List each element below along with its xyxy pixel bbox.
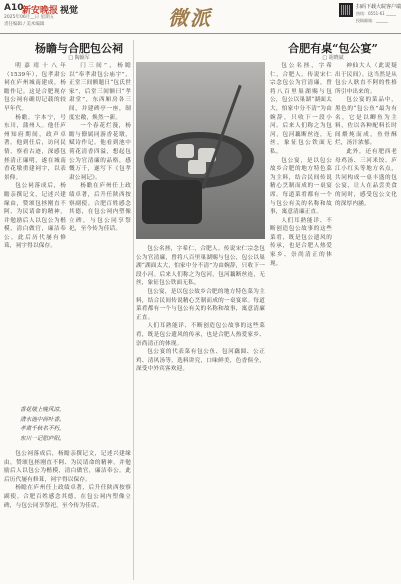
editors-line: 责任编辑 / 美术编辑 bbox=[4, 22, 45, 27]
page-header bbox=[0, 0, 401, 36]
qr-caption: 扫码下载大皖客户端 bbox=[356, 4, 401, 10]
paragraph: 包公祠落成后，杨瞻亲撰记文，记述兴建缘由，赞颂包拯刚直不阿、为民请命的精神，并勉励后人以包公为楷模，清白做官，廉洁奉公。此后历代屡有修葺，祠宇得以保存。 bbox=[4, 183, 66, 250]
poem-block bbox=[20, 406, 130, 444]
food-photo bbox=[136, 62, 265, 239]
paragraph: 杨瞻在庐州任上政绩卓著，后升任陕西按察副使。合肥百姓感念其德，在包公祠内塑像立碑，与包公同享祭祀，至今传为佳话。 bbox=[69, 183, 131, 233]
paragraph: 人们耳熟能详、不断创造包公故事的这些菜肴，既是包公遗风的传承，也是合肥人热爱家乡、崇尚清正的体现。 bbox=[136, 323, 265, 347]
poem-line: 清水池中荷叶香。 bbox=[20, 416, 65, 423]
right-article-column-2 bbox=[270, 62, 332, 580]
pastry-shape bbox=[188, 160, 206, 174]
right-article-author: □ 胡晓斌 bbox=[322, 55, 344, 61]
paragraph: 神仙大人（此说疑出于民间）。这当然是从包公人耿直不阿的性格所引申出来的。 bbox=[335, 63, 397, 95]
section-name: 视觉 bbox=[60, 6, 79, 16]
paragraph: 门三间”，杨瞻以“奉孝肃包公庙宇”，正堂三间额题日“包氏世家”，后堂三间额曰“孝肃堂”，东西厢房各三间，并建碑亭一座，制度宏敞，焕然一新。 bbox=[69, 63, 131, 121]
paragraph: 杨瞻，字本宁，号东川，蒲州人。他任庐州知府期间，政声卓著。他到任后，访问民情，察看古迹，深感包拯清正廉明，遂在城南香花墩重建祠宇，以表景仰。 bbox=[4, 114, 66, 181]
paragraph: 包公名拯，字希仁，合肥人。传说宋仁宗念包公为官清廉，曾将八百里巢湖赐与包公，包公以巢湖“湖面太大，怕家中分不清”为由婉辞，只收下一段小河。后来人们称之为包河，包河藕断丝连，无丝，象征包公铁面无私。 bbox=[136, 246, 265, 287]
paragraph: 人们耳熟能详、不断创造包公故事的这些菜肴，既是包公遗风的传承，也是合肥人热爱家乡、崇尚清正的体现。 bbox=[270, 217, 332, 267]
page-number: A10 bbox=[4, 3, 24, 13]
mold-shape bbox=[142, 180, 202, 224]
left-article-column-2 bbox=[69, 62, 131, 397]
right-article-column-3 bbox=[335, 62, 397, 580]
poem-line: 东川一记慰庐阳。 bbox=[20, 435, 65, 442]
right-article-title: 合肥有桌“包公宴” bbox=[288, 42, 378, 55]
pastry-shape bbox=[176, 144, 194, 158]
paragraph: 一个春花烂漫，杨瞻与僚属同游香花墩，赋诗作记。他看到池中荷花清香四溢，想起包公为官清廉的品格，感慨万千，遂写下《包孝肃公祠记》。 bbox=[69, 123, 131, 181]
paragraph: 包公宴，是以包公故乡合肥的地方特色菜为主料，结合民间传说精心烹制而成的一桌宴席。每道菜肴都有一个与包公有关的名称和故事，寓意清廉正直。 bbox=[136, 288, 265, 321]
left-article-column-1 bbox=[4, 62, 66, 397]
paragraph: 包公祠落成后，杨瞻亲撰记文，记述兴建缘由，赞颂包拯刚直不阿、为民请命的精神，并勉励后人以包公为楷模，清白做官，廉洁奉公。此后历代屡有修葺，祠宇得以保存。 bbox=[4, 451, 131, 483]
header-rule bbox=[0, 33, 401, 34]
qr-code-icon[interactable] bbox=[339, 3, 353, 17]
poem-line: 孝肃千秋名不朽， bbox=[20, 426, 65, 432]
masthead-title: 微派 bbox=[168, 6, 212, 30]
column-divider bbox=[133, 40, 134, 580]
paragraph: 包公宴，是以包公故乡合肥的地方特色菜为主料，结合民间传说精心烹制而成的一桌宴席。每道菜肴都有一个与包公有关的名称和故事，寓意清廉正直。 bbox=[270, 157, 332, 216]
paragraph: 包公名拯，字希仁，合肥人。传说宋仁宗念包公为官清廉，曾将八百里巢湖赐与包公，包公以巢湖“湖面太大，怕家中分不清”为由婉辞，只收下一段小河。后来人们称之为包河，包河藕断丝连，无丝，象征包公铁面无私。 bbox=[270, 63, 332, 155]
publication-date: 2025年06月__日 星期五 bbox=[4, 15, 55, 20]
paragraph: 包公宴的代表菜有包公鱼、包河藕圆、公正鸡、清风汤等，选料讲究，口味鲜美，色香俱全，深受中外宾客欢迎。 bbox=[136, 349, 265, 373]
left-article-author: □ 陶颖军 bbox=[68, 55, 90, 61]
paragraph: 明嘉靖十八年（1539年），包孝肃公祠在庐州城南建成，杨瞻作记。这是合肥现存包公祠有确切记载的较早年代。 bbox=[4, 63, 66, 112]
poem-line: 香花墩上晚风凉， bbox=[20, 407, 65, 413]
hotline-text: 热线：0551-61 _____ bbox=[356, 11, 396, 16]
paragraph: 此外，还有肥西老母鸡汤、三河米饺、庐江小红头等地方名点，共同构成一桌丰盛的包公宴，让人在品尝美食的同时，感受包公文化的深厚内涵。 bbox=[335, 148, 397, 207]
section-masthead bbox=[168, 2, 238, 32]
email-text: 投稿邮箱：______ bbox=[356, 18, 388, 23]
paragraph: 包公宴的菜品中，黑色的“包公鱼”最为有名，它是以鲫鱼为主料，佐以各种配料长时间煨炖而成，鱼骨酥烂，汤汁浓郁。 bbox=[335, 97, 397, 147]
paragraph: 杨瞻在庐州任上政绩卓著，后升任陕西按察副使。合肥百姓感念其德，在包公祠内塑像立碑，与包公同享祭祀，至今传为佳话。 bbox=[4, 485, 131, 509]
left-article-continuation bbox=[4, 450, 131, 580]
left-article-title: 杨瞻与合肥包公祠 bbox=[35, 42, 123, 55]
paper-name: 新安晚报 bbox=[22, 6, 59, 16]
right-article-column-1 bbox=[136, 245, 265, 580]
